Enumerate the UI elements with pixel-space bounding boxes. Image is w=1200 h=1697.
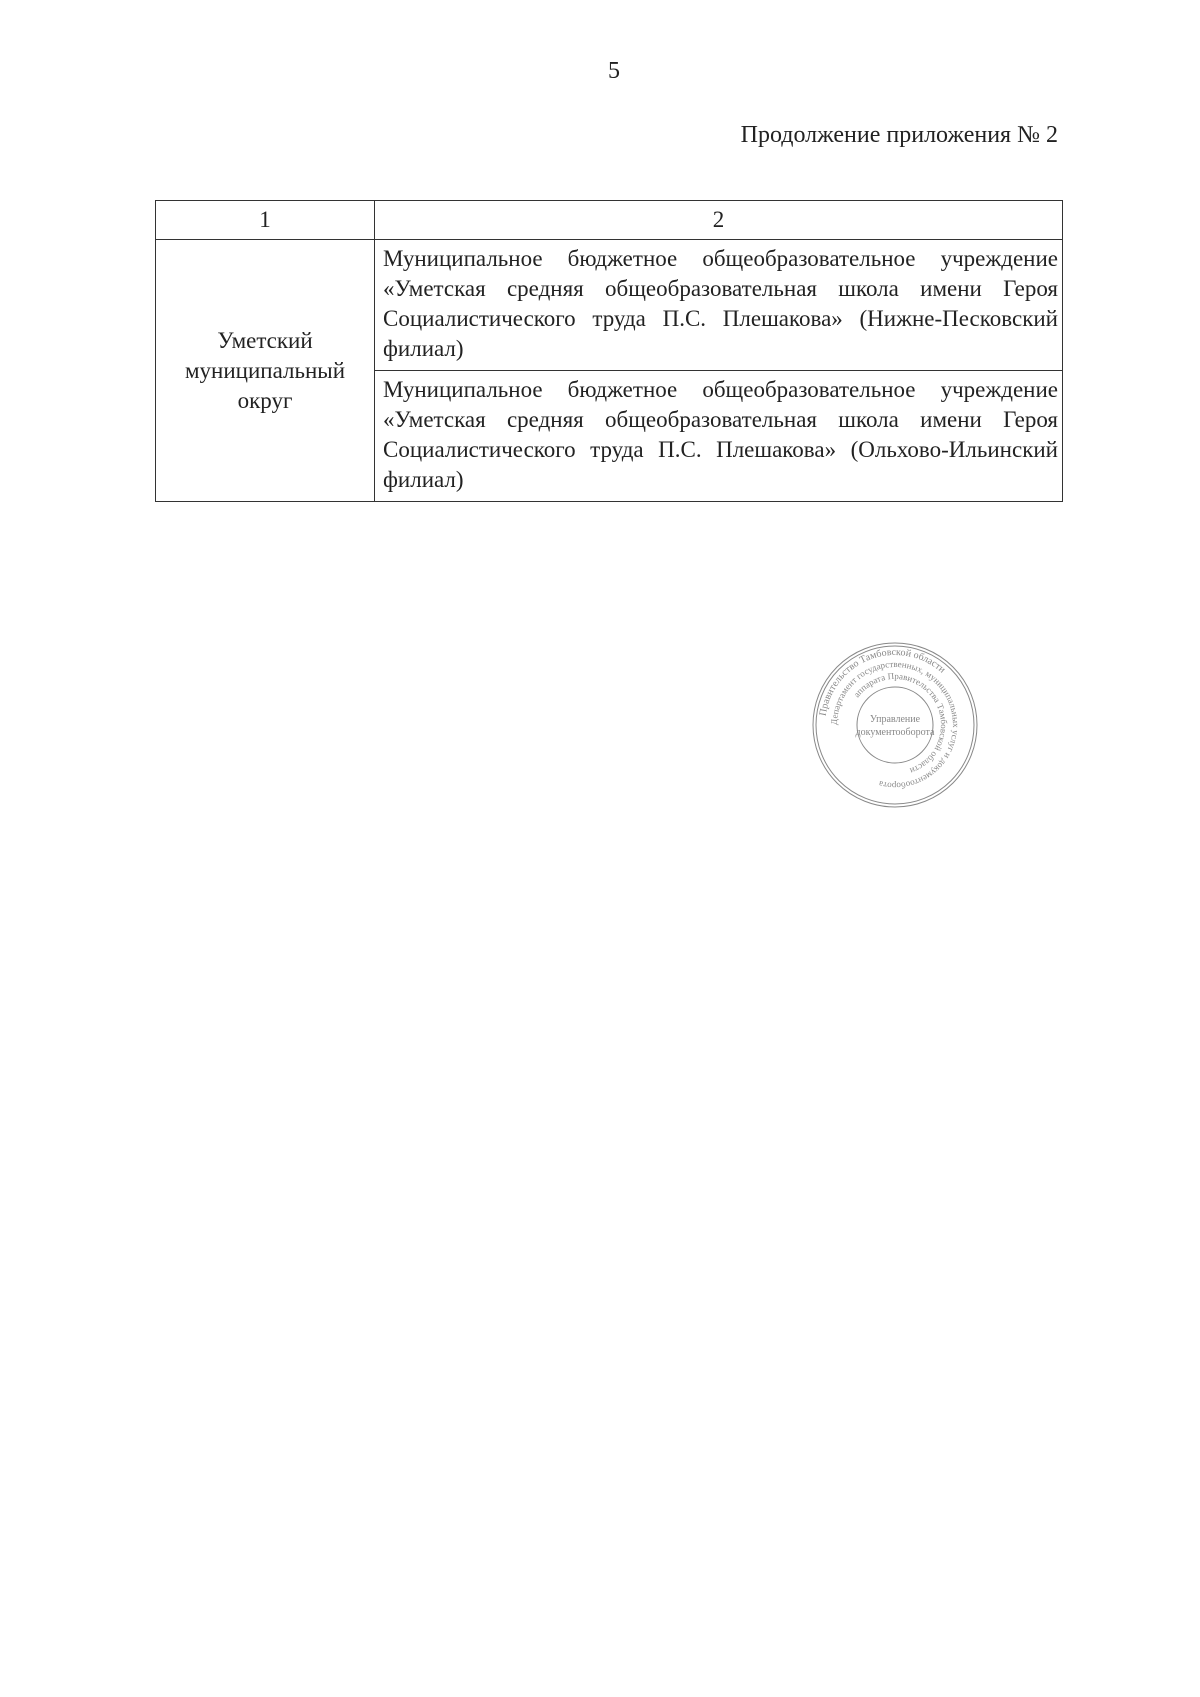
svg-text:Управление: Управление xyxy=(869,714,921,725)
svg-text:Департамент государственных, м: Департамент государственных, муниципальных услуг и документооборота xyxy=(828,658,962,792)
header-col-1: 1 xyxy=(156,201,375,240)
header-col-2: 2 xyxy=(375,201,1063,240)
table-row xyxy=(156,240,1063,371)
official-stamp xyxy=(805,610,985,840)
svg-text:документооборота: документооборота xyxy=(855,727,935,738)
svg-text:Правительство Тамбовской облас: Правительство Тамбовской области xyxy=(817,646,948,717)
svg-text:аппарата Правительства Тамбовс: аппарата Правительства Тамбовской области xyxy=(851,670,950,777)
schools-table xyxy=(155,200,1063,502)
appendix-continuation: Продолжение приложения № 2 xyxy=(740,122,1058,148)
school-cell: Муниципальное бюджетное общеобразовательное учреждение «Уметская средняя общеобразовательная школа имени Героя Социалистического труда П.С. Плешакова» (Нижне-Песковский филиал) xyxy=(375,240,1063,371)
header-row xyxy=(156,201,1063,240)
school-cell: Муниципальное бюджетное общеобразовательное учреждение «Уметская средняя общеобразовательная школа имени Героя Социалистического труда П.С. Плешакова» (Ольхово-Ильинский филиал) xyxy=(375,371,1063,502)
district-cell: Уметский муниципальный округ xyxy=(156,240,375,502)
page-number: 5 xyxy=(608,58,620,84)
